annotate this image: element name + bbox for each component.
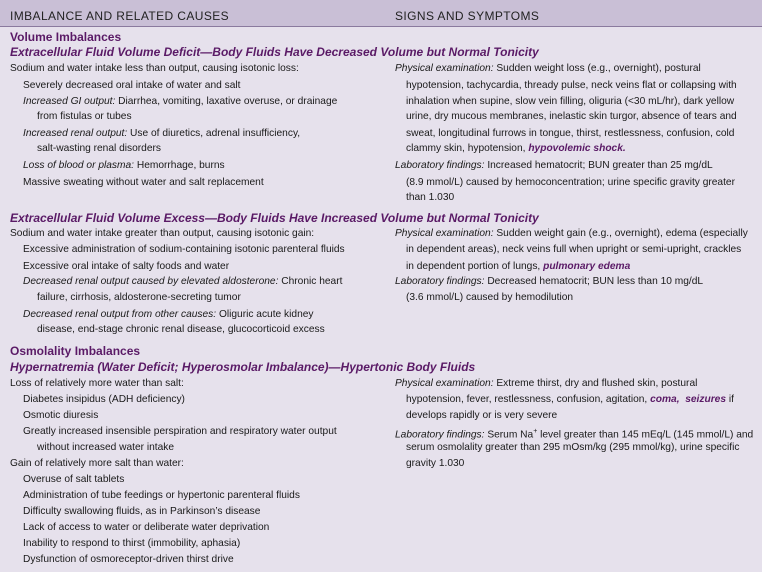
- sign-text: (8.9 mmol/L) caused by hemoconcentration; urine specific gravity greater: [406, 177, 735, 188]
- cause-text: Difficulty swallowing fluids, as in Parkinson’s disease: [23, 506, 261, 517]
- subheading-ecf-excess: Extracellular Fluid Volume Excess—Body Fluids Have Increased Volume but Normal Tonicity: [10, 211, 539, 225]
- cause-text: Excessive oral intake of salty foods and water: [23, 261, 230, 272]
- sign-text: serum osmolality greater than 295 mOsm/kg (295 mmol/kg), urine specific: [406, 442, 740, 453]
- sign-text: clammy skin, hypotension, hypovolemic shock.: [406, 143, 626, 154]
- sign-text: gravity 1.030: [406, 458, 465, 469]
- sign-text: develops rapidly or is very severe: [406, 410, 558, 421]
- cause-text: Lack of access to water or deliberate water deprivation: [23, 522, 270, 533]
- sign-text: Physical examination: Extreme thirst, dry and flushed skin, postural: [395, 378, 698, 389]
- cause-text: Overuse of salt tablets: [23, 474, 125, 485]
- cause-text: Gain of relatively more salt than water:: [10, 458, 184, 469]
- sign-text: in dependent portion of lungs, pulmonary edema: [406, 261, 631, 272]
- cause-text: Increased renal output: Use of diuretics, adrenal insufficiency,: [23, 128, 301, 139]
- section-title-volume: Volume Imbalances: [10, 30, 122, 44]
- cause-text: Osmotic diuresis: [23, 410, 99, 421]
- table-header: [0, 0, 762, 27]
- sign-text: Physical examination: Sudden weight gain (e.g., overnight), edema (especially: [395, 228, 748, 239]
- cause-text: disease, end-stage chronic renal disease, glucocorticoid excess: [37, 324, 325, 335]
- cause-text: Sodium and water intake less than output, causing isotonic loss:: [10, 63, 299, 74]
- cause-text: Severely decreased oral intake of water and salt: [23, 80, 241, 91]
- sign-text: hypotension, tachycardia, thready pulse, neck veins flat or collapsing with: [406, 80, 737, 91]
- sign-text: in dependent areas), neck veins full when upright or semi-upright, crackles: [406, 244, 742, 255]
- sign-text: inhalation when supine, slow vein filling, oliguria (<30 mL/hr), dark yellow: [406, 96, 735, 107]
- sign-text: than 1.030: [406, 192, 455, 203]
- cause-text: from fistulas or tubes: [37, 111, 132, 122]
- cause-text: Decreased renal output caused by elevated aldosterone: Chronic heart: [23, 276, 343, 287]
- sign-text: Laboratory findings: Decreased hematocrit; BUN less than 10 mg/dL: [395, 276, 704, 287]
- cause-text: Loss of relatively more water than salt:: [10, 378, 184, 389]
- cause-text: Loss of blood or plasma: Hemorrhage, burns: [23, 160, 225, 171]
- cause-text: Sodium and water intake greater than output, causing isotonic gain:: [10, 228, 315, 239]
- header-causes: IMBALANCE AND RELATED CAUSES: [10, 9, 230, 23]
- cause-text: Greatly increased insensible perspiration and respiratory water output: [23, 426, 337, 437]
- sign-text: (3.6 mmol/L) caused by hemodilution: [406, 292, 574, 303]
- subheading-hypernatremia: Hypernatremia (Water Deficit; Hyperosmolar Imbalance)—Hypertonic Body Fluids: [10, 360, 476, 374]
- sign-text: Physical examination: Sudden weight loss (e.g., overnight), postural: [395, 63, 701, 74]
- cause-text: failure, cirrhosis, aldosterone-secreting tumor: [37, 292, 241, 303]
- cause-text: Excessive administration of sodium-containing isotonic parenteral fluids: [23, 244, 345, 255]
- sign-text: urine, dry mucous membranes, inelastic skin turgor, absence of tears and: [406, 111, 737, 122]
- header-signs: SIGNS AND SYMPTOMS: [395, 9, 540, 23]
- section-title-osmolality: Osmolality Imbalances: [10, 344, 141, 358]
- cause-text: salt-wasting renal disorders: [37, 143, 162, 154]
- cause-text: Dysfunction of osmoreceptor-driven thirst drive: [23, 554, 234, 565]
- cause-text: without increased water intake: [37, 442, 175, 453]
- cause-text: Administration of tube feedings or hypertonic parenteral fluids: [23, 490, 300, 501]
- sign-text: hypotension, fever, restlessness, confusion, agitation, coma, seizures if: [406, 394, 734, 405]
- cause-text: Decreased renal output from other causes: Oliguric acute kidney: [23, 309, 314, 320]
- cause-text: Inability to respond to thirst (immobility, aphasia): [23, 538, 241, 549]
- sign-text: sweat, longitudinal furrows in tongue, thirst, restlessness, confusion, cold: [406, 128, 735, 139]
- sign-text: Laboratory findings: Serum Na+ level greater than 145 mEq/L (145 mmol/L) and: [395, 428, 754, 441]
- subheading-ecf-deficit: Extracellular Fluid Volume Deficit—Body Fluids Have Decreased Volume but Normal Tonicity: [10, 45, 539, 59]
- cause-text: Diabetes insipidus (ADH deficiency): [23, 394, 185, 405]
- cause-text: Increased GI output: Diarrhea, vomiting, laxative overuse, or drainage: [23, 96, 338, 107]
- sign-text: Laboratory findings: Increased hematocrit; BUN greater than 25 mg/dL: [395, 160, 713, 171]
- cause-text: Massive sweating without water and salt replacement: [23, 177, 264, 188]
